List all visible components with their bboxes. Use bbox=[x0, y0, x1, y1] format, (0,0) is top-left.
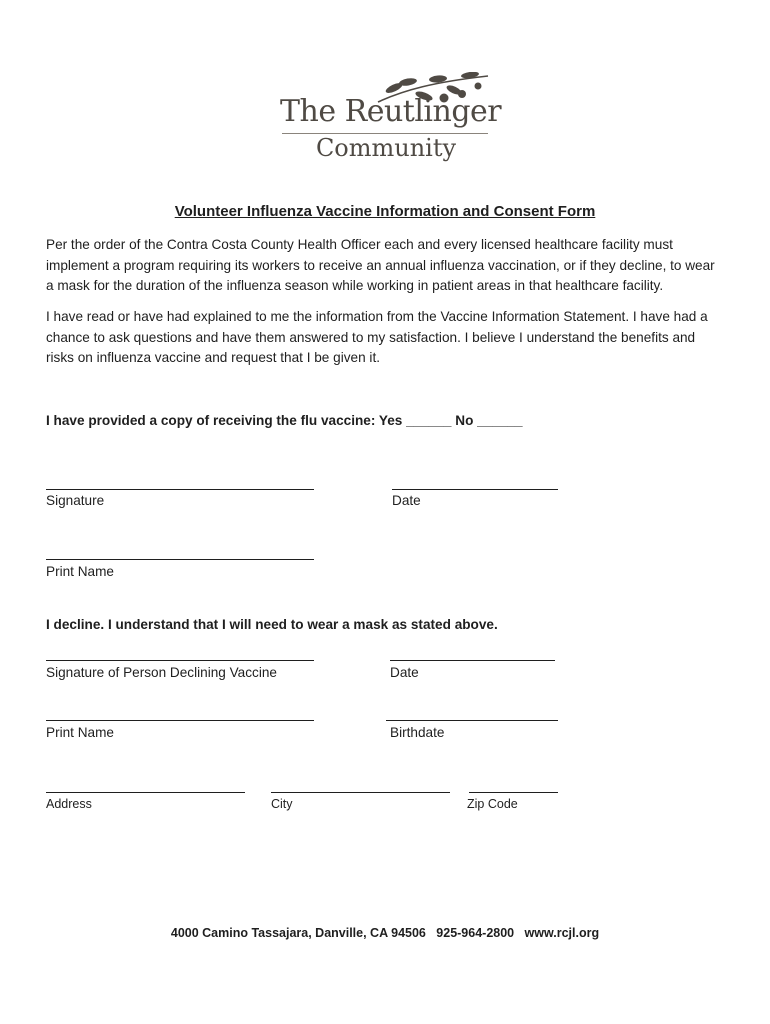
date-label: Date bbox=[392, 493, 421, 508]
address-label: Address bbox=[46, 797, 92, 811]
date-line[interactable] bbox=[392, 489, 558, 490]
zip-line[interactable] bbox=[469, 792, 558, 793]
logo-name-line2: Community bbox=[315, 134, 457, 162]
zip-label: Zip Code bbox=[467, 797, 518, 811]
logo-name-line1: The Reutlinger bbox=[280, 94, 502, 129]
print-name-line[interactable] bbox=[46, 559, 314, 560]
city-line[interactable] bbox=[271, 792, 450, 793]
print-name-label: Print Name bbox=[46, 564, 114, 579]
intro-paragraph: Per the order of the Contra Costa County Health Officer each and every licensed healthcare facility must implement a program requiring its workers to receive an annual influenza vaccination, or if they decline, to wear a mask for the duration of the influenza season while working in patient areas in that healthcare facility. bbox=[46, 237, 715, 293]
decline-signature-line[interactable] bbox=[46, 660, 314, 661]
decline-date-label: Date bbox=[390, 665, 419, 680]
city-label: City bbox=[271, 797, 293, 811]
decline-print-name-line[interactable] bbox=[46, 720, 314, 721]
footer-contact: 4000 Camino Tassajara, Danville, CA 94506 925-964-2800 www.rcjl.org bbox=[170, 926, 600, 940]
consent-paragraph: I have read or have had explained to me the information from the Vaccine Information Statement. I have had a chance to ask questions and have them answered to my satisfaction. I believe I understand the benefits and risks on influenza vaccine and request that I be given it. bbox=[46, 309, 708, 365]
decline-date-line[interactable] bbox=[390, 660, 555, 661]
logo bbox=[278, 72, 502, 164]
signature-label: Signature bbox=[46, 493, 105, 508]
decline-signature-label: Signature of Person Declining Vaccine bbox=[46, 665, 277, 680]
address-line[interactable] bbox=[46, 792, 245, 793]
decline-statement: I decline. I understand that I will need to wear a mask as stated above. bbox=[46, 617, 498, 632]
birthdate-label: Birthdate bbox=[390, 725, 445, 740]
birthdate-line[interactable] bbox=[386, 720, 558, 721]
form-title: Volunteer Influenza Vaccine Information and Consent Form bbox=[174, 203, 596, 220]
decline-print-name-label: Print Name bbox=[46, 725, 114, 740]
flu-copy-question: I have provided a copy of receiving the flu vaccine: Yes ______ No ______ bbox=[46, 413, 523, 428]
signature-line[interactable] bbox=[46, 489, 314, 490]
